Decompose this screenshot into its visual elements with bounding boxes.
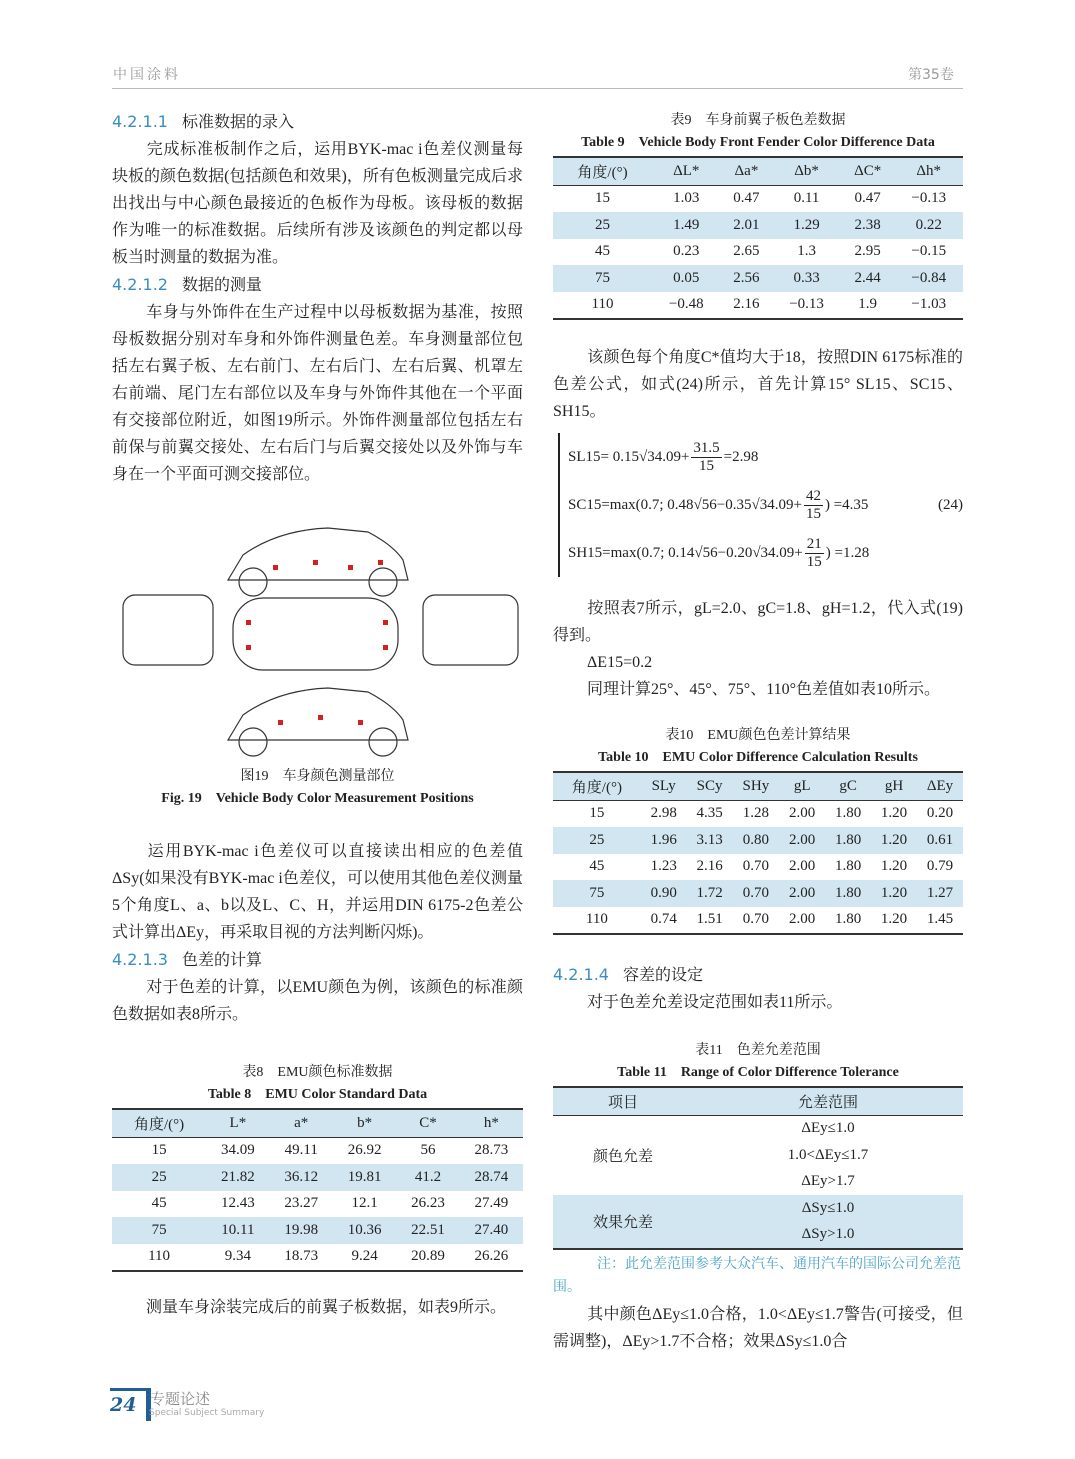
table-row [553,827,963,854]
table-cell: 1.51 [696,911,723,928]
section-title: 容差的设定 [622,967,703,984]
section-heading [112,271,523,299]
paragraph: ΔE15=0.2 [587,654,653,671]
column-header: gL [793,777,811,794]
table-cell: 2.00 [789,911,816,928]
car-side-top [228,528,408,580]
table-cell: 0.20 [926,805,954,822]
table-row [112,1244,523,1272]
table-cell: 1.20 [880,831,908,848]
section-heading [112,108,523,136]
table-row [553,880,963,907]
table-cell: 49.11 [284,1142,318,1159]
table-cell: 0.11 [793,190,820,207]
table-cell: 26.23 [411,1195,445,1212]
table-cell: 26.26 [474,1248,509,1265]
table-cell: 1.80 [834,884,862,901]
column-header: Δh* [916,162,942,179]
section-number: 4.2.1.2 [112,275,168,294]
section-number: 4.2.1.4 [553,965,609,984]
table-cell: 75 [595,269,610,286]
table-cell: 1.20 [880,911,908,928]
table-cell: 3.13 [696,831,723,848]
table-cell: 45 [151,1195,167,1212]
table-cell: 34.09 [220,1142,255,1159]
table-cell: 45 [595,243,610,260]
figure-caption-en: Fig. 19 Vehicle Body Color Measurement Positions [161,791,474,806]
effect-tolerance-label: 效果允差 [592,1215,653,1231]
header-rule [112,88,963,89]
table-cell: 1.96 [650,831,677,848]
table-cell: 12.43 [220,1195,255,1212]
table-row [553,854,963,881]
table-cell: 56 [420,1142,436,1159]
table-cell: 26.92 [347,1142,382,1159]
paragraph: 对于色差的计算，以EMU颜色为例，该颜色的标准颜色数据如表8所示。 [112,979,523,1023]
table-cell: 110 [148,1248,171,1265]
table-cell: 2.44 [854,269,881,286]
table-cell: 10.11 [221,1221,255,1238]
section-number: 4.2.1.1 [112,112,168,131]
table-cell: 0.47 [854,190,881,207]
column-header: SLy [651,777,676,794]
table-cell: 45 [589,858,605,875]
paragraph: 测量车身涂装完成后的前翼子板数据，如表9所示。 [146,1299,507,1316]
table-cell: 9.24 [351,1248,378,1265]
car-side-bottom [228,688,408,740]
table-cell: 22.51 [411,1221,445,1238]
table-cell: 75 [151,1221,167,1238]
column-header: a* [294,1114,309,1131]
column-header: b* [357,1114,373,1131]
table9-caption-cn: 表9 车身前翼子板色差数据 [670,113,846,128]
column-header: ΔEy [926,777,954,794]
table-cell: 0.22 [915,216,942,233]
table-9 [553,156,963,320]
table-cell: 2.98 [650,805,677,822]
table11-caption-en: Table 11 Range of Color Difference Tolerance [617,1065,899,1080]
table-cell: 0.80 [742,831,769,848]
table-cell: 15 [595,190,610,207]
volume: 第35卷 [908,67,954,83]
footer-section-cn: 专题论述 [150,1390,211,1408]
table-cell: 1.03 [673,190,700,207]
table-cell: 0.61 [926,831,954,848]
table-cell: 0.05 [673,269,700,286]
column-header: Δa* [734,162,759,179]
equation-line: SC15=max(0.7; 0.48√56−0.35√34.09+ $\frac{42}{15}$ ) =4.35 (24) [568,487,963,522]
column-header: ΔC* [854,162,882,179]
table-cell: −0.13 [911,190,947,207]
table-cell: 41.2 [414,1168,442,1185]
table-cell: 1.45 [926,911,954,928]
equation-line: SH15=max(0.7; 0.14√56−0.20√34.09+ $\frac{21}{15}$ ) =1.28 [568,535,870,570]
page-number: 24 [110,1394,137,1416]
table-cell: 1.27 [926,884,954,901]
color-tolerance-label: 颜色允差 [592,1148,653,1165]
table-cell: 18.73 [284,1248,319,1265]
table-cell: 1.29 [793,216,820,233]
table-cell: 20.89 [411,1248,445,1265]
table-row [553,185,963,212]
table-row [553,907,963,935]
table-cell: 1.49 [673,216,700,233]
column-header: h* [483,1114,499,1131]
table-10 [553,771,963,935]
table-cell: 1.28 [742,805,769,822]
column-header: ΔL* [673,162,700,179]
table-row [553,239,963,266]
car-figure [118,510,523,760]
car-front [423,595,518,665]
table-cell: 2.00 [789,831,816,848]
table-cell: 25 [595,216,610,233]
table-cell: 1.9 [858,296,878,313]
section-heading [553,961,963,989]
column-header: 项目 [607,1094,638,1111]
paragraph: 该颜色每个角度C*值均大于18，按照DIN 6175标准的色差公式，如式(24)所示，首先计算15° SL15、SC15、SH15。 [553,349,963,420]
table-cell: 2.00 [789,805,816,822]
table8-caption-cn: 表8 EMU颜色标准数据 [242,1065,393,1080]
table-cell: 2.16 [733,296,760,313]
table-cell: 23.27 [284,1195,319,1212]
table-cell: 28.73 [474,1142,509,1159]
table-row [553,265,963,292]
column-header: 角度/(°) [577,164,628,181]
journal-name: 中国涂料 [113,67,181,83]
table-row [553,800,963,827]
table-cell: 0.47 [733,190,760,207]
equation-24 [558,433,963,577]
table-cell: 15 [589,805,605,822]
table-cell: 2.56 [733,269,760,286]
section-number: 4.2.1.3 [112,950,168,969]
car-top [233,598,398,670]
section-title: 标准数据的录入 [181,114,294,131]
table-cell: 0.70 [742,884,769,901]
paragraph: 运用BYK-mac i色差仪可以直接读出相应的色差值ΔSy(如果没有BYK-mac i色差仪，可以使用其他色差仪测量5个角度L、a、b以及L、C、H，并运用DIN 6175-2色差公式计算出ΔEy，再采取目视的方法判断闪烁)。 [112,843,523,941]
table-cell: 1.80 [834,858,862,875]
table-cell: −0.84 [911,269,947,286]
table-cell: 0.70 [742,911,769,928]
paragraph: 车身与外饰件在生产过程中以母板数据为基准，按照母板数据分别对车身和外饰件测量色差。车身测量部位包括左右翼子板、左右前门、左右后门、左右后翼、机罩左右前端、尾门左右部位以及车身与外饰件其他在一个平面有交接部位附近，如图19所示。外饰件测量部位包括左右前保与前翼交接处、左右后门与后翼交接处以及外饰与车身在一个平面可测交接部位。 [112,304,523,483]
table-cell: 1.20 [880,884,908,901]
table-cell: 1.0<ΔEy≤1.7 [787,1146,869,1163]
table-cell: ΔSy>1.0 [801,1226,855,1243]
table-cell: 110 [585,911,608,928]
table-cell: 2.65 [733,243,760,260]
table-cell: 1.3 [797,243,816,260]
table-cell: 12.1 [351,1195,378,1212]
table-cell: 1.20 [880,858,908,875]
table-cell: 0.23 [673,243,700,260]
paragraph: 对于色差允差设定范围如表11所示。 [587,994,843,1011]
table-cell: 110 [591,296,614,313]
column-header: Δb* [794,162,819,179]
table8-caption-en: Table 8 EMU Color Standard Data [207,1087,428,1102]
table-cell: ΔEy≤1.0 [801,1120,855,1137]
table-cell: 0.74 [650,911,677,928]
column-header: 角度/(°) [571,779,622,796]
figure-caption-cn: 图19 车身颜色测量部位 [240,769,395,784]
table-cell: 0.70 [742,858,769,875]
table-cell: 1.80 [834,831,862,848]
table-cell: 1.80 [834,805,862,822]
table-cell: 25 [589,831,605,848]
column-header: SCy [696,777,723,794]
paragraph: 按照表7所示，gL=2.0、gC=1.8、gH=1.2，代入式(19)得到。 [553,600,963,644]
table-cell: 19.81 [347,1168,382,1185]
table9-caption-en: Table 9 Vehicle Body Front Fender Color Difference Data [581,135,935,150]
table-cell: 36.12 [284,1168,319,1185]
table-cell: −0.15 [911,243,947,260]
table-cell: 27.49 [474,1195,509,1212]
table-cell: 1.23 [650,858,677,875]
table-cell: 15 [151,1142,167,1159]
table-row [553,292,963,320]
right-column [553,110,963,1355]
table-cell: 2.01 [733,216,760,233]
footer-section-en: Special Subject Summary [149,1408,265,1418]
table-8 [112,1108,523,1272]
table-cell: 1.20 [880,805,908,822]
table-cell: 2.95 [854,243,881,260]
table-cell: −0.13 [789,296,824,313]
table-cell: 1.80 [834,911,862,928]
section-heading [112,946,523,974]
table-cell: ΔEy>1.7 [801,1173,855,1190]
table-11 [553,1086,963,1250]
table-row [112,1191,523,1218]
table-row [112,1137,523,1164]
table-row [112,1164,523,1191]
car-rear [123,595,213,665]
table-cell: 4.35 [696,805,723,822]
column-header: SHy [742,777,770,794]
table-cell: 9.34 [224,1248,251,1265]
table-cell: 27.40 [474,1221,509,1238]
table-cell: 2.16 [696,858,723,875]
equation-line: SL15= 0.15√34.09+ $\frac{31.5}{15}$ =2.98 [568,439,759,474]
table-cell: 10.36 [347,1221,382,1238]
equation-number: (24) [938,496,963,513]
table11-note: 注：此允差范围参考大众汽车、通用汽车的国际公司允差范围。 [553,1257,961,1295]
table-cell: 75 [589,884,605,901]
table-cell: 1.72 [696,884,723,901]
table-cell: 28.74 [474,1168,509,1185]
table-cell: 21.82 [220,1168,255,1185]
table11-caption-cn: 表11 色差允差范围 [695,1043,821,1058]
table-cell: 2.00 [789,858,816,875]
table-cell: 2.00 [789,884,816,901]
column-header: gC [839,777,857,794]
column-header: 允差范围 [797,1094,858,1111]
table-cell: 0.79 [926,858,954,875]
table-cell: 25 [151,1168,167,1185]
column-header: C* [419,1114,437,1131]
table-cell: 0.33 [793,269,820,286]
paragraph: 完成标准板制作之后，运用BYK-mac i色差仪测量每块板的颜色数据(包括颜色和效果)，所有色板测量完成后求出找出与中心颜色最接近的色板作为母板。该母板的数据作为唯一的标准数据。后续所有涉及该颜色的判定都以母板当时测量的数据为准。 [112,141,523,266]
table-cell: ΔSy≤1.0 [801,1199,855,1216]
table-cell: 19.98 [284,1221,319,1238]
footer-badge [110,1388,151,1421]
paragraph: 其中颜色ΔEy≤1.0合格，1.0<ΔEy≤1.7警告(可接受，但需调整)，ΔEy>1.7不合格；效果ΔSy≤1.0合 [553,1306,963,1350]
section-title: 数据的测量 [181,277,262,294]
table-cell: 2.38 [854,216,881,233]
table10-caption-cn: 表10 EMU颜色色差计算结果 [665,728,851,743]
left-column [112,108,523,1321]
table-cell: 0.90 [650,884,677,901]
table-row [112,1217,523,1244]
table-row [553,212,963,239]
table-cell: −0.48 [668,296,704,313]
column-header: L* [229,1114,247,1131]
section-title: 色差的计算 [181,952,262,969]
paragraph: 同理计算25°、45°、75°、110°色差值如表10所示。 [587,681,941,698]
column-header: gH [884,777,904,794]
table10-caption-en: Table 10 EMU Color Difference Calculation Results [598,750,918,765]
table-cell: −1.03 [911,296,947,313]
column-header: 角度/(°) [134,1116,185,1133]
